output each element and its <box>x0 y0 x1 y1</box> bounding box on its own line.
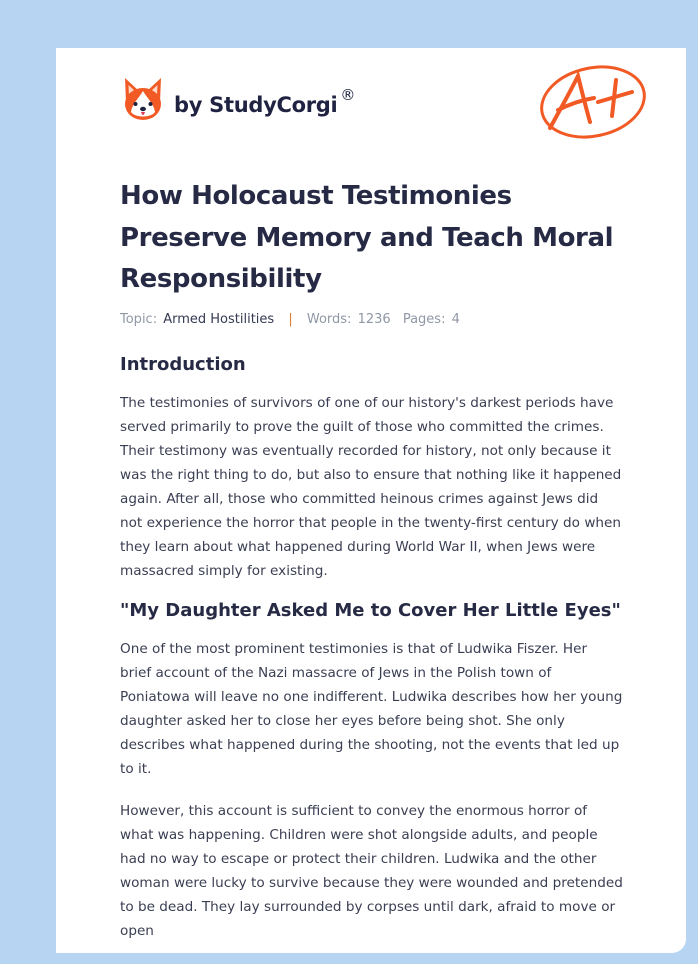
section-heading-introduction: Introduction <box>120 354 246 375</box>
pages-count: 4 <box>451 312 460 327</box>
brand-logo[interactable] <box>122 76 355 122</box>
topic-label: Topic: <box>120 312 158 327</box>
words-label: Words: <box>306 312 352 327</box>
a-plus-grade-badge <box>536 58 650 146</box>
brand-name: by StudyCorgi ® <box>174 85 356 117</box>
paragraph: One of the most prominent testimonies is that of Ludwika Fiszer. Her brief account of the Nazi massacre of Jews in the Polish town of Poniatowa will leave no one indifferent. Ludwika describes how her young daughter asked her to close her eyes before being shot. She only describes what happened during the shooting, not the events that led up to it. <box>120 641 623 777</box>
paragraph: However, this account is sufficient to convey the enormous horror of what was happening. Children were shot alongside adults, and people had no way to escape or protect their children. Ludwika and the other woman were lucky to survive because they were wounded and pretended to be dead. They lay surrounded by corpses until dark, afraid to move or open <box>120 803 623 939</box>
topic-link[interactable]: Armed Hostilities <box>163 312 275 327</box>
meta-separator: | <box>288 312 293 327</box>
document-page <box>56 48 686 953</box>
paragraph: The testimonies of survivors of one of our history's darkest periods have served primarily to prove the guilt of those who committed the crimes. Their testimony was eventually recorded for history, not only because it was the right thing to do, but also to ensure that nothing like it happened again. After all, those who committed heinous crimes against Jews did not experience the horror that people in the twenty-first century do when they learn about what happened during World War II, when Jews were massacred simply for existing. <box>120 395 622 579</box>
pages-label: Pages: <box>402 312 446 327</box>
section-heading-daughter: "My Daughter Asked Me to Cover Her Little Eyes" <box>120 600 621 621</box>
words-count: 1236 <box>357 312 391 327</box>
a-plus-icon <box>536 58 650 142</box>
document-title: How Holocaust Testimonies Preserve Memory and Teach Moral Responsibility <box>120 181 614 294</box>
corgi-icon <box>122 76 164 122</box>
document-meta <box>120 312 460 327</box>
